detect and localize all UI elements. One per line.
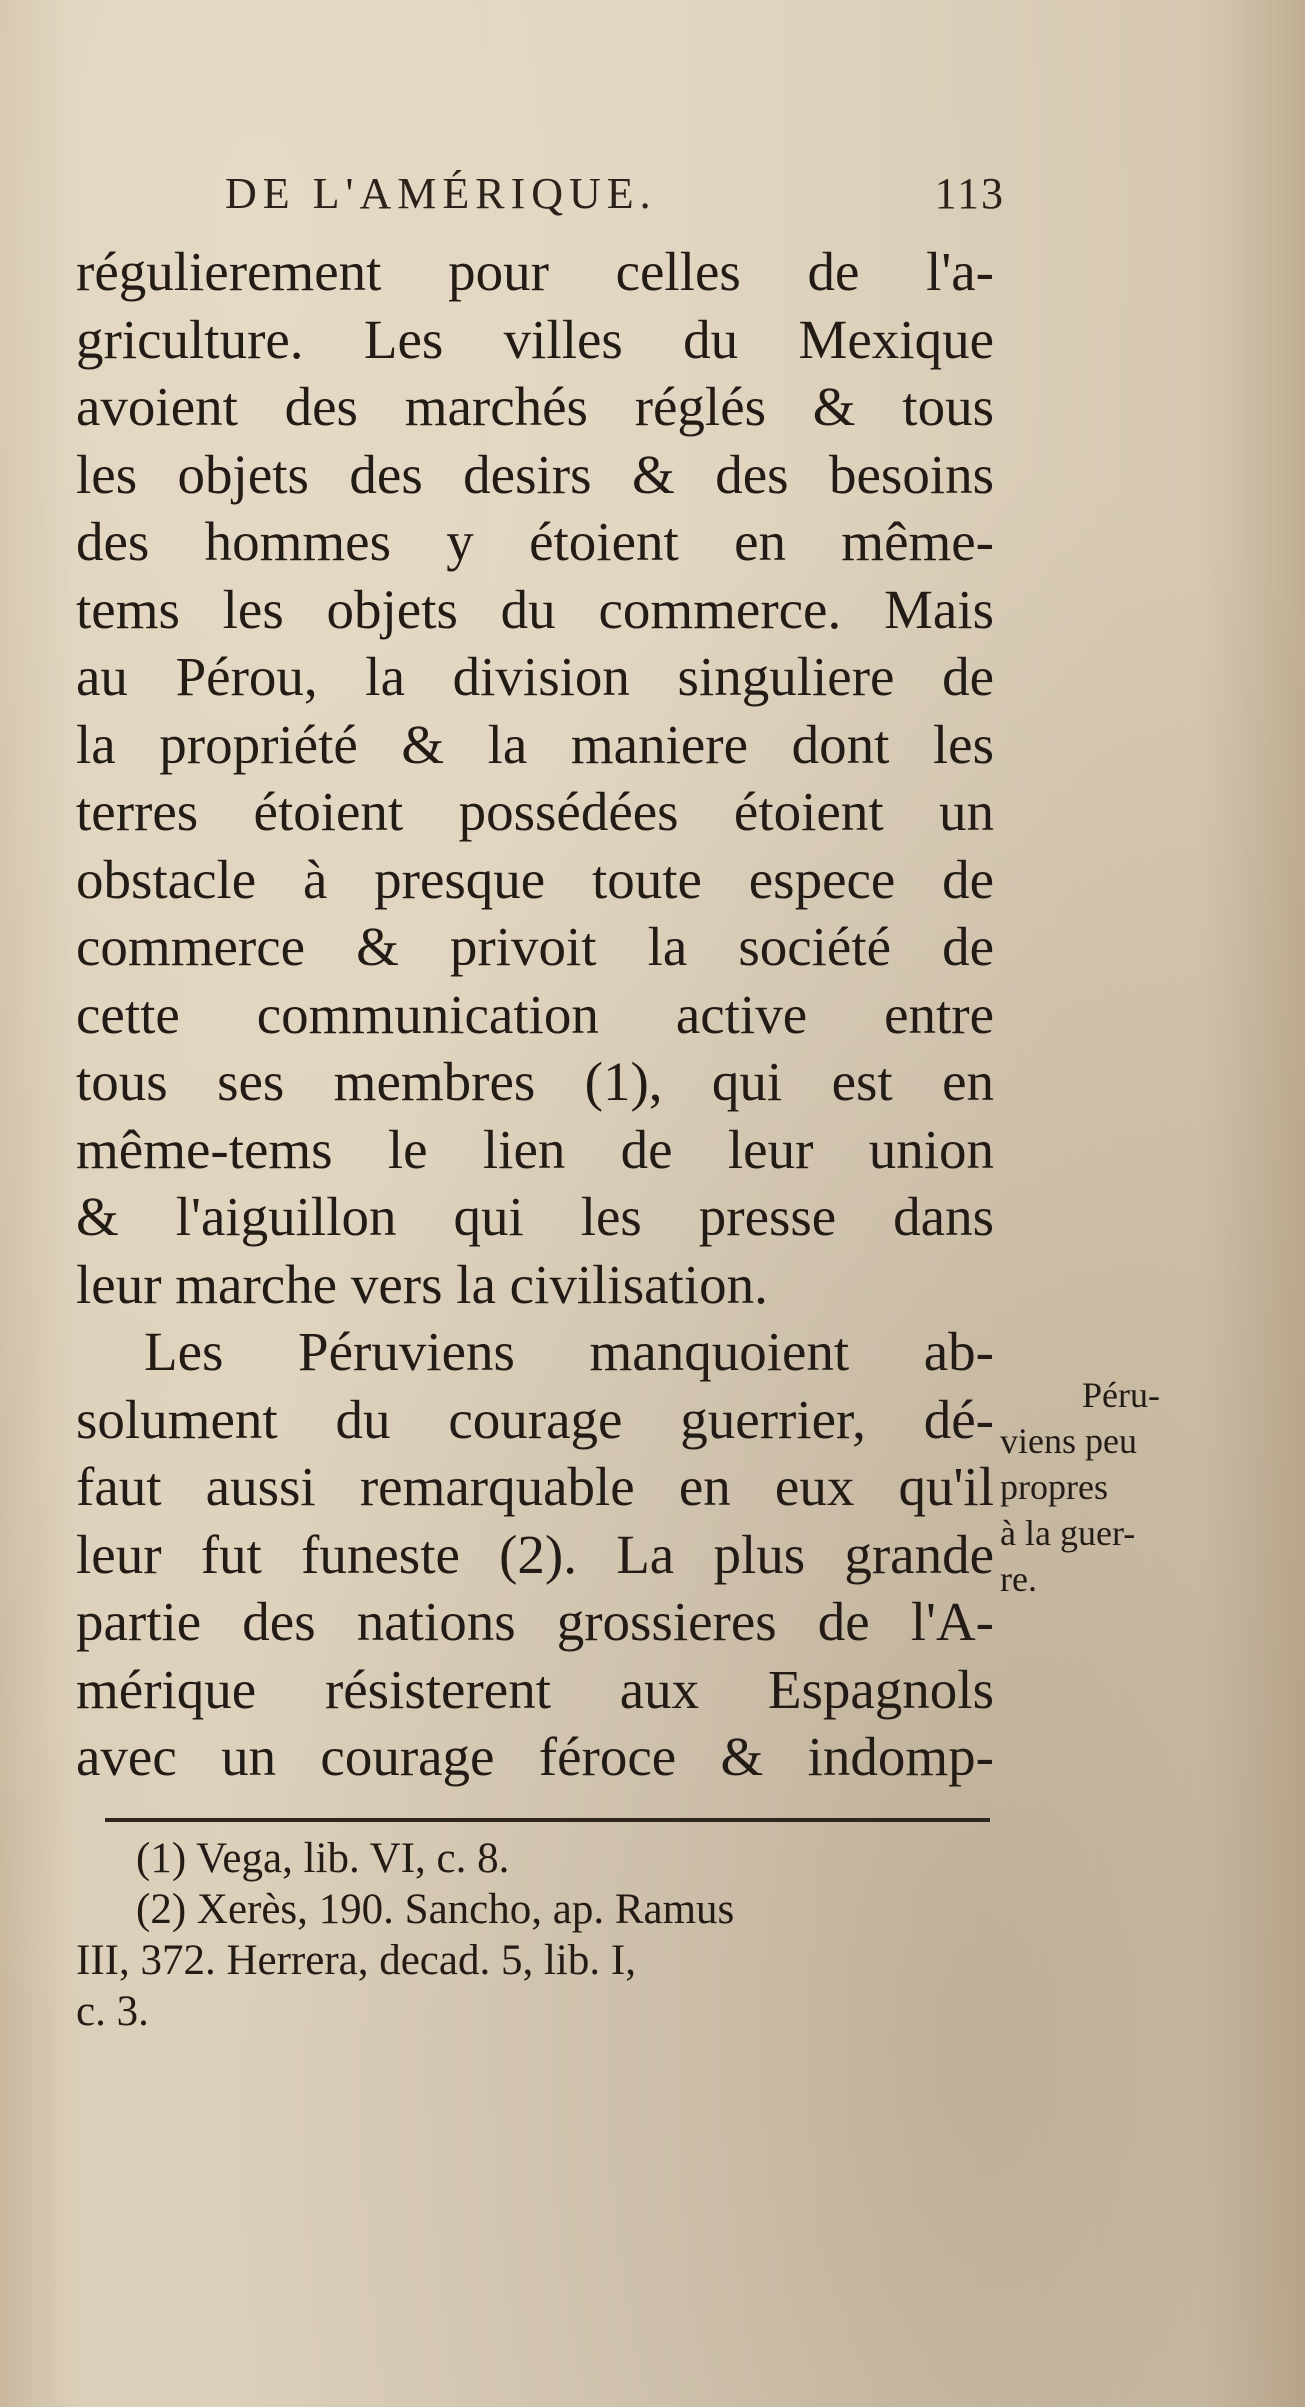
text-line: commerce & privoit la société de xyxy=(76,916,994,977)
text-line: la propriété & la maniere dont les xyxy=(76,713,994,775)
text-line: & l'aiguillon qui les presse dans xyxy=(76,1186,994,1247)
text-line: tems les objets du commerce. Mais xyxy=(76,578,994,640)
page-number: 113 xyxy=(934,169,1005,218)
margin-note-line: propres xyxy=(1000,1467,1108,1507)
text-line: terres étoient possédées étoient un xyxy=(76,781,994,842)
text-line: cette communication active entre xyxy=(76,983,994,1045)
text-line: leur fut funeste (2). La plus grande xyxy=(76,1523,994,1585)
footnote-2-continued: III, 372. Herrera, decad. 5, lib. I, xyxy=(76,1937,636,1984)
margin-note-line: viens peu xyxy=(1000,1421,1137,1461)
text-line: partie des nations grossieres de l'A- xyxy=(76,1591,994,1652)
text-line: tous ses membres (1), qui est en xyxy=(76,1051,994,1112)
footnote-divider xyxy=(105,1818,990,1822)
text-line: obstacle à presque toute espece de xyxy=(76,848,994,910)
page-header xyxy=(225,168,1005,228)
text-line: solument du courage guerrier, dé- xyxy=(76,1388,994,1450)
text-line: au Pérou, la division singuliere de xyxy=(76,646,994,707)
text-line: griculture. Les villes du Mexique xyxy=(76,308,994,370)
text-line: Les Péruviens manquoient ab- xyxy=(144,1321,994,1382)
text-line: les objets des desirs & des besoins xyxy=(76,443,994,505)
footnote-2: (2) Xerès, 190. Sancho, ap. Ramus xyxy=(136,1886,735,1933)
text-line: des hommes y étoient en même- xyxy=(76,511,994,572)
text-line: même-tems le lien de leur union xyxy=(76,1118,994,1180)
text-line: avec un courage féroce & indomp- xyxy=(76,1726,994,1787)
text-line: mérique résisterent aux Espagnols xyxy=(76,1658,994,1720)
margin-note-line: re. xyxy=(1000,1559,1037,1599)
body-text xyxy=(76,238,994,1791)
margin-note xyxy=(1000,1372,1230,1602)
margin-note-line: à la guer- xyxy=(1000,1513,1136,1553)
footnote-2-end: c. 3. xyxy=(76,1988,149,2035)
footnotes xyxy=(76,1833,1006,2037)
running-title: DE L'AMÉRIQUE. xyxy=(225,169,657,218)
footnote-1: (1) Vega, lib. VI, c. 8. xyxy=(136,1835,510,1882)
margin-note-line: Péru- xyxy=(1082,1375,1160,1415)
text-line: faut aussi remarquable en eux qu'il xyxy=(76,1456,994,1517)
text-line: leur marche vers la civilisation. xyxy=(76,1253,768,1315)
text-line: régulierement pour celles de l'a- xyxy=(76,241,994,302)
text-line: avoient des marchés réglés & tous xyxy=(76,376,994,437)
